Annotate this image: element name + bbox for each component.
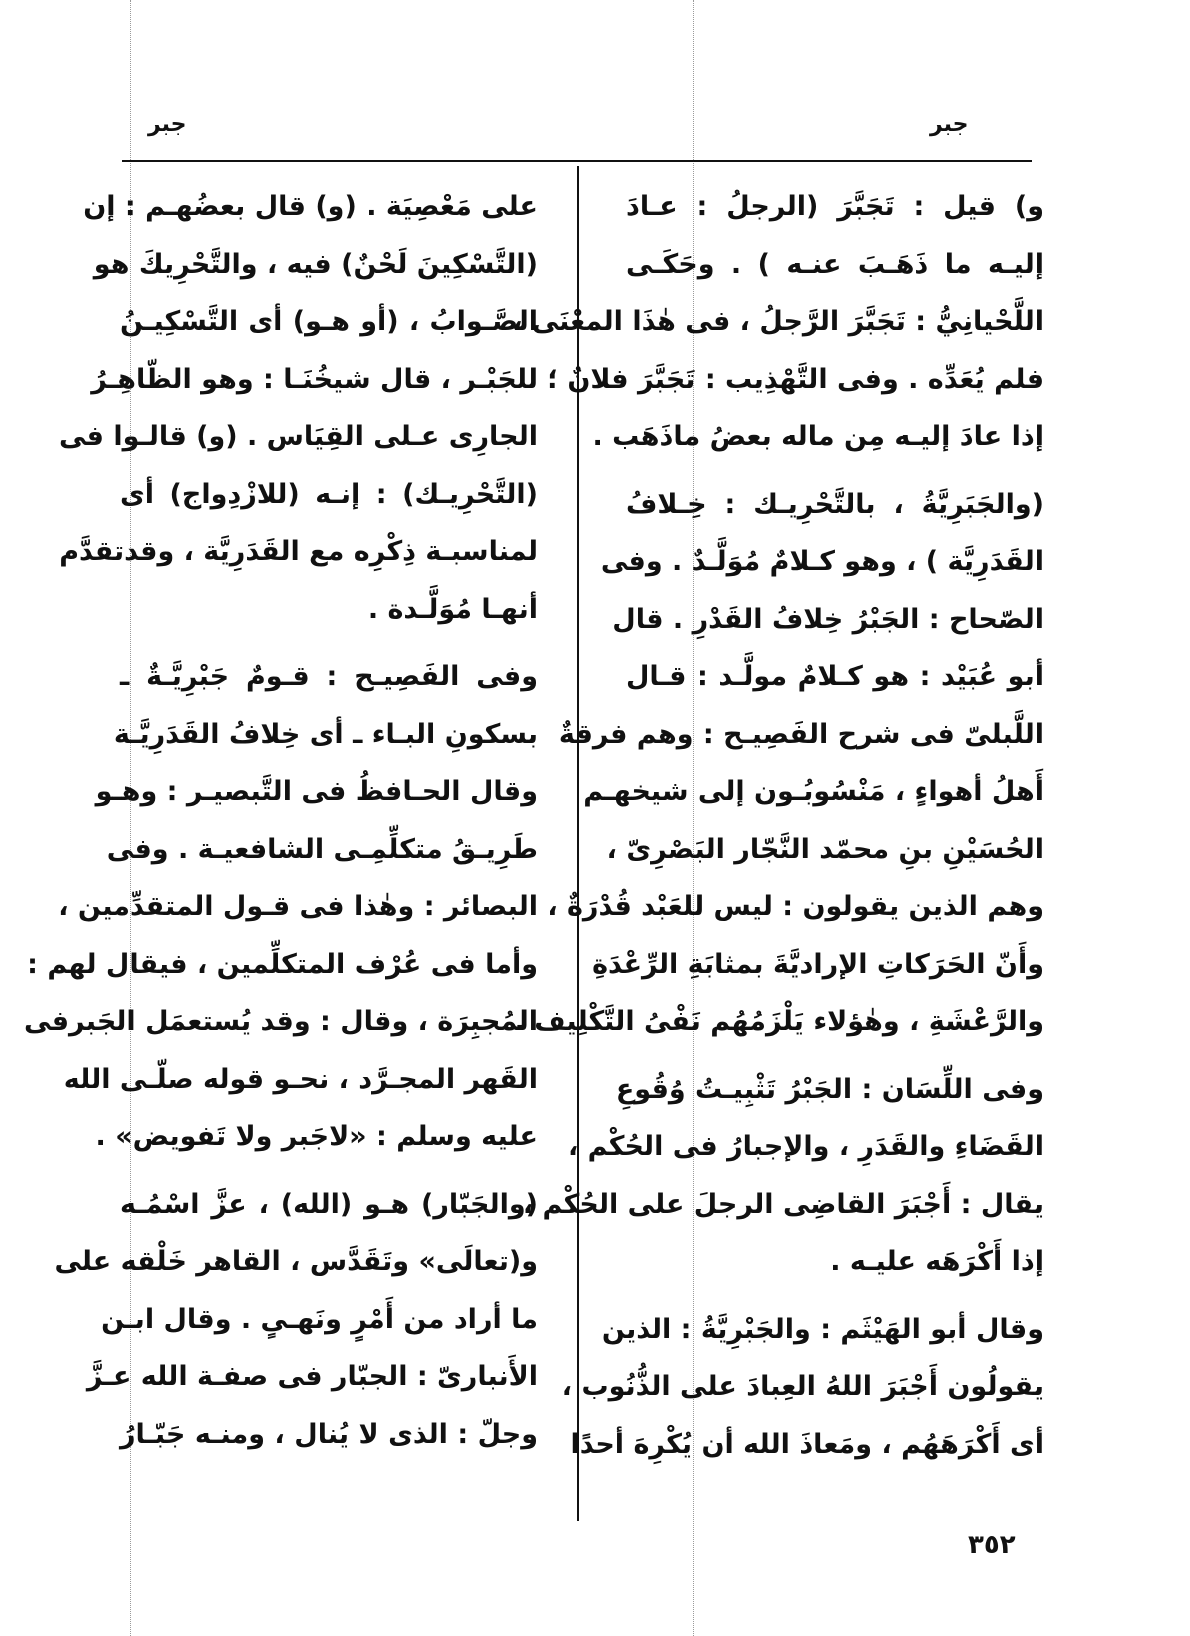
paragraph-gap	[626, 466, 1044, 476]
text-line: الأَنبارىّ : الجبّار فى صفـة الله عـزَّ	[86, 1361, 538, 1392]
text-line: القَضَاءِ والقَدَرِ ، والإجبارُ فى الحُكْم ،	[567, 1131, 1044, 1162]
text-line: يقولُون أَجْبَرَ اللهُ العِبادَ على الذُّنُوب ،	[561, 1371, 1044, 1402]
text-line: (التَّسْكِينَ لَحْنٌ) فيه ، والتَّحْرِيكَ هو	[93, 248, 538, 280]
left-column	[24, 178, 538, 1463]
text-line: اللَّحْيانِيُّ : تَجَبَّرَ الرَّجلُ ، فى هٰذَا المعْنَى ،	[512, 306, 1044, 337]
text-line: أبو عُبَيْد : هو كـلامٌ مولَّـد : قـال	[626, 661, 1044, 692]
text-line: فلم يُعَدِّه . وفى التَّهْذِيب : تَجَبَّرَ فلانٌ ؛	[547, 363, 1044, 395]
text-line: (والجَبّار) هـو (الله) ، عزَّ اسْمُـه	[120, 1188, 538, 1220]
text-line: وفى اللِّسَان : الجَبْرُ تَثْبِيـتُ وُقُوعِ	[615, 1073, 1044, 1105]
paragraph-gap	[120, 1166, 538, 1176]
text-line: إليـه ما ذَهَـبَ عنـه ) . وحَكَـى	[626, 248, 1044, 280]
text-line: عليه وسلم : «لاجَبر ولا تَفويض» .	[95, 1121, 538, 1152]
text-line: يقال : أَجْبَرَ القاضِى الرجلَ على الحُكْم ،	[522, 1188, 1044, 1220]
text-line: القَهر المجـرَّد ، نحـو قوله صلّـى الله	[63, 1063, 538, 1095]
text-line: أَهلُ أهواءٍ ، مَنْسُوبُـون إلى شيخهـم	[583, 776, 1044, 807]
text-line: الجارِى عـلى القِيَاس . (و) قالـوا فى	[58, 421, 538, 452]
text-line: للجَبْـر ، قال شيخُنَـا : وهو الظّاهِـرُ	[91, 363, 538, 395]
text-line: إذا عادَ إليـه مِن ماله بعضُ ماذَهَب .	[592, 421, 1044, 452]
text-line: اللَّبلىّ فى شرح الفَصِيـح : وهم فرقةٌ	[558, 718, 1044, 750]
text-line: أى أَكْرَهَهُم ، ومَعاذَ الله أن يُكْرِهَ أحدًا	[570, 1428, 1044, 1460]
header-rule	[122, 160, 1032, 162]
text-line: بسكونِ البـاء ـ أى خِلافُ القَدَرِيَّـة	[113, 718, 538, 750]
paragraph-gap	[120, 638, 538, 648]
text-line: وقال الحـافظُ فى التَّبصيـر : وهـو	[95, 776, 538, 807]
text-line: وفى الفَصِيـح : قـومٌ جَبْرِيَّـةٌ ـ	[120, 661, 538, 692]
text-line: إذا أَكْرَهَه عليـه .	[830, 1246, 1044, 1277]
text-line: وأَنّ الحَرَكاتِ الإراديَّةَ بمثابَةِ الرِّعْدَةِ	[592, 948, 1044, 980]
text-line: والرَّعْشَةِ ، وهٰؤلاء يَلْزَمُهُم نَفْىُ التَّكْلِيف .	[514, 1006, 1044, 1037]
right-column	[512, 178, 1044, 1473]
paragraph-gap	[626, 1051, 1044, 1061]
text-line: المُجبِرَة ، وقال : وقد يُستعمَل الجَبرفى	[24, 1006, 538, 1037]
text-line: وجلّ : الذى لا يُنال ، ومنـه جَبّـارُ	[120, 1418, 538, 1450]
text-line: على مَعْصِيَة . (و) قال بعضُهـم : إن	[83, 191, 538, 222]
text-line: وأما فى عُرْف المتكلِّمين ، فيقال لهم :	[27, 948, 538, 980]
text-line: القَدَرِيَّة ) ، وهو كـلامٌ مُوَلَّـدٌ . وفى	[600, 546, 1044, 577]
text-line: وقال أبو الهَيْثَم : والجَبْرِيَّةُ : الذين	[601, 1313, 1044, 1345]
running-header-right: جبر	[930, 112, 969, 137]
text-line: الصَّـوابُ ، (أو هـو) أى التَّسْكِيـنُ	[120, 306, 538, 337]
text-line: الحُسَيْنِ بنِ محمّد النَّجّار البَصْرِىّ ،	[606, 833, 1044, 865]
text-line: و) قيل : تَجَبَّرَ (الرجلُ : عـادَ	[626, 191, 1044, 222]
text-line: و(تعالَى» وتَقَدَّس ، القاهر خَلْقه على	[54, 1246, 538, 1277]
text-line: طَرِيـقُ متكلِّمِـى الشافعيـة . وفى	[106, 833, 538, 865]
text-line: البصائر : وهٰذا فى قـول المتقدِّمين ،	[58, 891, 538, 922]
text-line: (التَّحْرِيـك) : إنـه (للازْدِواج) أى	[120, 478, 538, 510]
running-header-left: جبر	[148, 112, 187, 137]
text-line: ما أراد من أَمْرٍ ونَهـىٍ . وقال ابـن	[101, 1303, 538, 1335]
text-line: (والجَبَرِيَّةُ ، بالتَّحْرِيـك : خِـلافُ	[626, 488, 1044, 520]
text-line: الصّحاح : الجَبْرُ خِلافُ القَدْرِ . قال	[612, 603, 1044, 635]
page-number: ٣٥٢	[968, 1530, 1016, 1560]
text-line: أنهـا مُوَلَّـدة .	[367, 593, 538, 625]
paragraph-gap	[626, 1291, 1044, 1301]
text-line: وهم الذين يقولون : ليس للعَبْد قُدْرَةٌ ،	[547, 891, 1044, 922]
text-line: لمناسبـة ذِكْرِه مع القَدَرِيَّة ، وقدتقدَّم	[59, 536, 538, 567]
